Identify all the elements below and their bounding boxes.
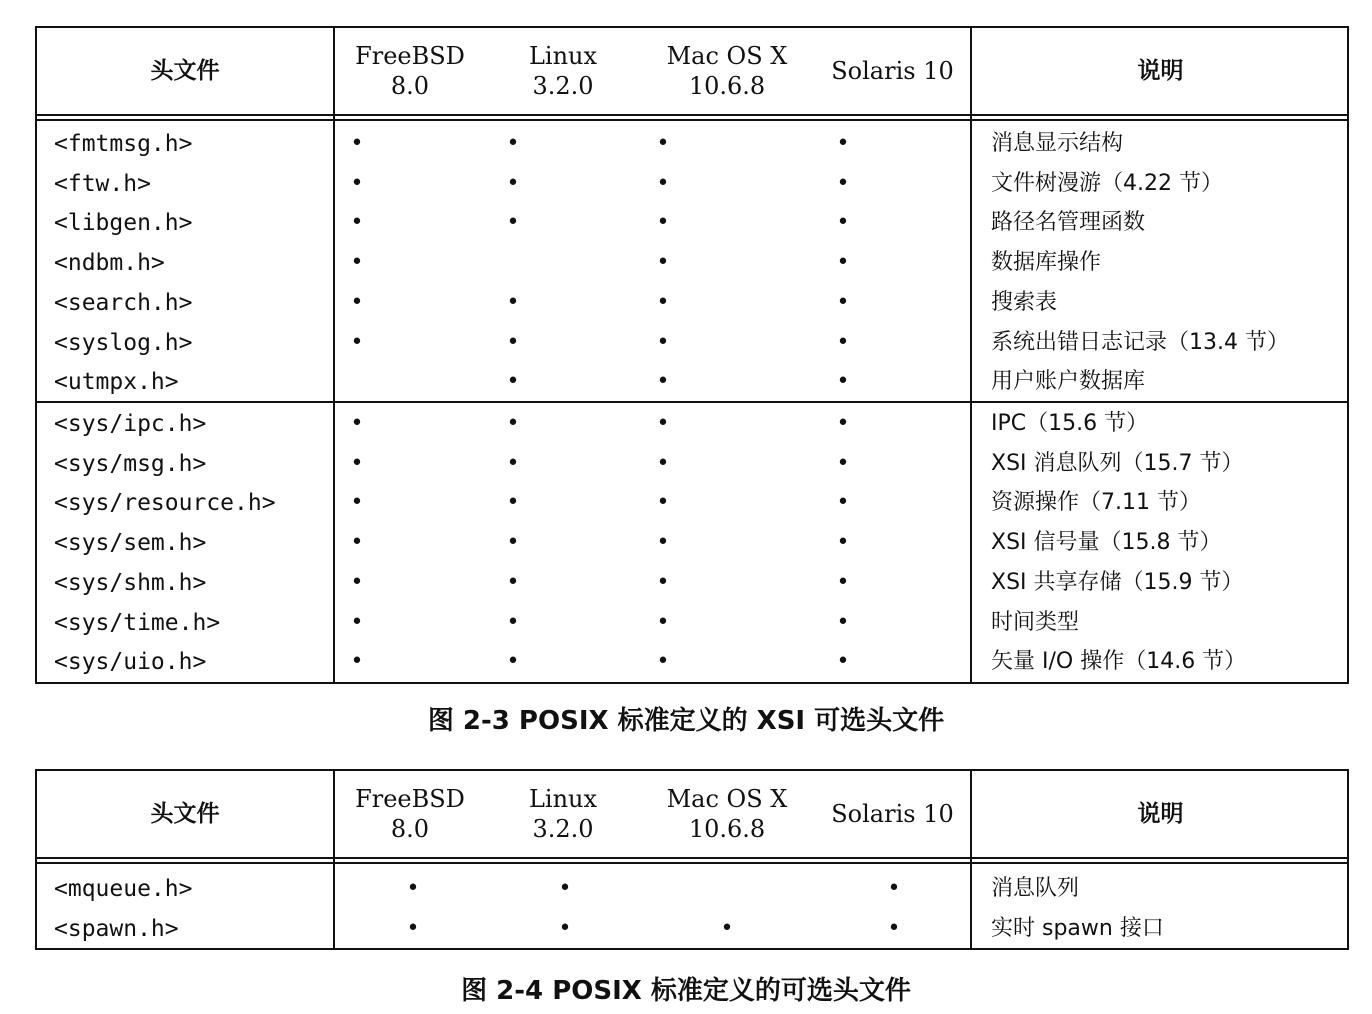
description: IPC（15.6 节）	[991, 411, 1149, 436]
support-dot: •	[506, 411, 520, 436]
description: 路径名管理函数	[991, 210, 1146, 236]
support-dot: •	[656, 530, 670, 556]
support-dot: •	[656, 411, 670, 436]
header-file-name: <sys/time.h>	[54, 609, 221, 636]
support-dot: •	[506, 131, 520, 156]
support-dot: •	[406, 876, 420, 901]
header-os-freebsd	[335, 771, 485, 857]
support-dot: •	[656, 210, 670, 236]
support-dot: •	[836, 250, 850, 276]
header-os-linux	[487, 771, 639, 857]
support-dot: •	[506, 569, 520, 595]
description: 数据库操作	[991, 250, 1102, 276]
header-file-name: <sys/ipc.h>	[54, 411, 207, 437]
support-dot: •	[506, 530, 520, 556]
support-dot: •	[656, 289, 670, 315]
table-row	[37, 362, 1347, 402]
support-dot: •	[656, 170, 670, 196]
support-dot: •	[656, 250, 670, 276]
description: 系统出错日志记录（13.4 节）	[991, 329, 1289, 355]
figure-caption-2-3: 图 2-3 POSIX 标准定义的 XSI 可选头文件	[427, 706, 945, 736]
os-name: FreeBSD	[355, 785, 465, 813]
support-dot: •	[350, 609, 364, 635]
header-file-name: <search.h>	[54, 289, 193, 316]
support-dot: •	[350, 250, 364, 276]
support-dot: •	[506, 369, 520, 395]
support-dot: •	[656, 609, 670, 635]
support-dot: •	[656, 329, 670, 355]
header-file-name: <mqueue.h>	[54, 876, 193, 902]
header-desc: 说明	[1137, 801, 1184, 827]
description: 时间类型	[991, 609, 1080, 635]
support-dot: •	[656, 369, 670, 395]
os-version: 8.0	[390, 72, 430, 100]
support-dot: •	[836, 369, 850, 395]
description: 消息显示结构	[991, 131, 1124, 156]
support-dot: •	[350, 411, 364, 436]
description: 资源操作（7.11 节）	[991, 490, 1201, 516]
description: 消息队列	[991, 876, 1080, 901]
support-dot: •	[836, 649, 850, 675]
os-version: 3.2.0	[532, 72, 594, 100]
header-os-solaris	[815, 771, 970, 857]
table-row	[37, 642, 1347, 682]
header-file-name: <sys/shm.h>	[54, 569, 207, 596]
header-file-name: <ftw.h>	[54, 170, 151, 197]
header-file-name: <sys/uio.h>	[54, 649, 207, 676]
support-dot: •	[350, 649, 364, 675]
table-row	[37, 869, 1347, 909]
support-dot: •	[506, 450, 520, 476]
header-file-name: <spawn.h>	[54, 916, 179, 942]
support-dot: •	[350, 450, 364, 476]
support-dot: •	[350, 131, 364, 156]
table-row	[37, 444, 1347, 484]
table-row	[37, 563, 1347, 603]
support-dot: •	[350, 210, 364, 236]
support-dot: •	[836, 131, 850, 156]
support-dot: •	[887, 876, 901, 901]
support-dot: •	[836, 609, 850, 635]
description: XSI 信号量（15.8 节）	[991, 530, 1222, 556]
os-name: Solaris 10	[831, 57, 954, 85]
header-desc: 说明	[1137, 58, 1184, 84]
support-dot: •	[656, 490, 670, 516]
support-dot: •	[558, 916, 572, 941]
os-version: 10.6.8	[688, 72, 766, 100]
description: 用户账户数据库	[991, 369, 1146, 395]
support-dot: •	[506, 609, 520, 635]
support-dot: •	[350, 490, 364, 516]
header-file-name: <sys/msg.h>	[54, 450, 207, 477]
support-dot: •	[350, 569, 364, 595]
os-name: Solaris 10	[831, 800, 954, 828]
table-row	[37, 323, 1347, 363]
header-divider	[37, 114, 1347, 121]
support-dot: •	[836, 490, 850, 516]
support-dot: •	[836, 289, 850, 315]
os-version: 8.0	[390, 815, 430, 843]
support-dot: •	[506, 210, 520, 236]
table-row	[37, 523, 1347, 563]
header-file: 头文件	[150, 58, 220, 84]
header-os-linux	[487, 28, 639, 114]
optional-headers-table	[35, 769, 1349, 950]
support-dot: •	[836, 569, 850, 595]
header-file: 头文件	[150, 801, 220, 827]
header-os-freebsd	[335, 28, 485, 114]
table-row	[37, 283, 1347, 323]
os-version: 3.2.0	[532, 815, 594, 843]
header-file-name: <sys/resource.h>	[54, 490, 276, 517]
xsi-headers-table	[35, 26, 1349, 684]
support-dot: •	[506, 289, 520, 315]
header-os-macos	[641, 771, 813, 857]
table-row	[37, 164, 1347, 204]
description: XSI 共享存储（15.9 节）	[991, 569, 1244, 595]
support-dot: •	[836, 411, 850, 436]
support-dot: •	[506, 170, 520, 196]
support-dot: •	[836, 210, 850, 236]
header-file-name: <fmtmsg.h>	[54, 131, 193, 157]
table-row	[37, 243, 1347, 283]
os-name: FreeBSD	[355, 42, 465, 70]
support-dot: •	[506, 649, 520, 675]
header-os-macos	[641, 28, 813, 114]
support-dot: •	[836, 329, 850, 355]
support-dot: •	[558, 876, 572, 901]
table-row	[37, 603, 1347, 643]
table-row	[37, 203, 1347, 243]
header-file-name: <ndbm.h>	[54, 250, 165, 277]
support-dot: •	[350, 530, 364, 556]
support-dot: •	[350, 170, 364, 196]
header-divider	[37, 857, 1347, 864]
os-name: Linux	[528, 42, 598, 70]
os-version: 10.6.8	[688, 815, 766, 843]
header-file-name: <libgen.h>	[54, 210, 193, 237]
os-name: Linux	[528, 785, 598, 813]
figure-caption-2-4: 图 2-4 POSIX 标准定义的可选头文件	[461, 976, 911, 1006]
description: 实时 spawn 接口	[991, 916, 1164, 941]
table-row	[37, 404, 1347, 444]
description: 搜索表	[991, 289, 1058, 315]
support-dot: •	[506, 329, 520, 355]
support-dot: •	[720, 916, 734, 941]
description: 文件树漫游（4.22 节）	[991, 170, 1223, 196]
description: 矢量 I/O 操作（14.6 节）	[991, 649, 1247, 675]
header-os-solaris	[815, 28, 970, 114]
os-name: Mac OS X	[666, 42, 788, 70]
table-row	[37, 909, 1347, 949]
table-row	[37, 483, 1347, 523]
description: XSI 消息队列（15.7 节）	[991, 450, 1244, 476]
support-dot: •	[350, 289, 364, 315]
support-dot: •	[836, 170, 850, 196]
header-file-name: <syslog.h>	[54, 329, 193, 356]
support-dot: •	[656, 450, 670, 476]
support-dot: •	[656, 569, 670, 595]
support-dot: •	[656, 131, 670, 156]
table-row	[37, 124, 1347, 164]
support-dot: •	[406, 916, 420, 941]
support-dot: •	[887, 916, 901, 941]
support-dot: •	[350, 329, 364, 355]
support-dot: •	[656, 649, 670, 675]
support-dot: •	[506, 490, 520, 516]
os-name: Mac OS X	[666, 785, 788, 813]
header-file-name: <utmpx.h>	[54, 369, 179, 396]
header-file-name: <sys/sem.h>	[54, 530, 207, 557]
support-dot: •	[836, 450, 850, 476]
support-dot: •	[836, 530, 850, 556]
